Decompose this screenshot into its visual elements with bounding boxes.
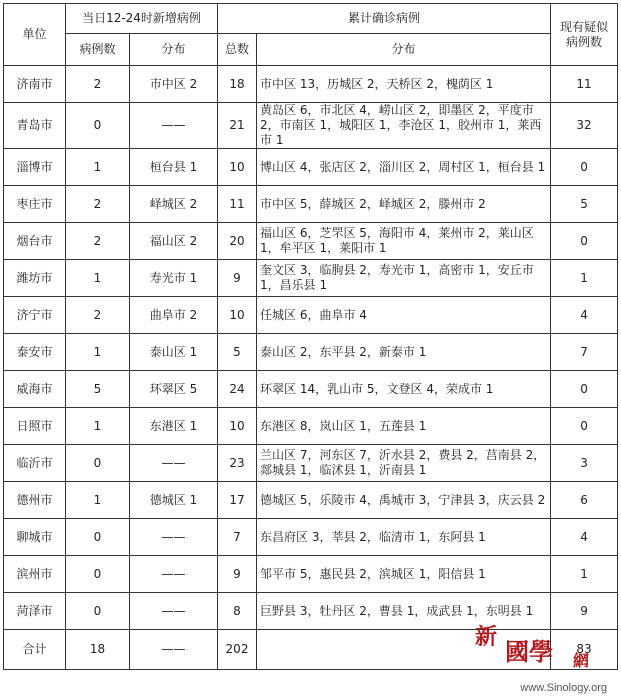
cell-unit: 烟台市: [4, 223, 66, 260]
case-statistics-table: [3, 3, 618, 670]
cell-suspect: 6: [551, 482, 618, 519]
total-row: [4, 630, 618, 670]
cell-suspect: 4: [551, 297, 618, 334]
cell-unit: 日照市: [4, 408, 66, 445]
cell-unit: 青岛市: [4, 103, 66, 149]
cell-cumulative-distribution: 泰山区 2，东平县 2，新泰市 1: [257, 334, 551, 371]
header-cumulative-group: 累计确诊病例: [218, 4, 551, 34]
cell-unit: 菏泽市: [4, 593, 66, 630]
table-row: [4, 371, 618, 408]
cell-new-count: 0: [66, 556, 130, 593]
cell-unit: 泰安市: [4, 334, 66, 371]
table-row: [4, 445, 618, 482]
cell-new-distribution: ——: [130, 556, 218, 593]
cell-new-distribution: ——: [130, 630, 218, 670]
cell-suspect: 0: [551, 223, 618, 260]
cell-cumulative-distribution: 博山区 4，张店区 2，淄川区 2，周村区 1，桓台县 1: [257, 149, 551, 186]
header-new-distribution: 分布: [130, 34, 218, 66]
cell-new-count: 0: [66, 103, 130, 149]
cell-total: 202: [218, 630, 257, 670]
cell-total: 17: [218, 482, 257, 519]
cell-new-distribution: 桓台县 1: [130, 149, 218, 186]
cell-unit: 滨州市: [4, 556, 66, 593]
watermark-char-1: 新: [475, 624, 498, 650]
cell-total: 24: [218, 371, 257, 408]
cell-cumulative-distribution: 邹平市 5，惠民县 2，滨城区 1，阳信县 1: [257, 556, 551, 593]
cell-cumulative-distribution: 环翠区 14，乳山市 5，文登区 4，荣成市 1: [257, 371, 551, 408]
cell-new-count: 0: [66, 593, 130, 630]
cell-unit: 济宁市: [4, 297, 66, 334]
cell-unit: 枣庄市: [4, 186, 66, 223]
table-row: [4, 66, 618, 103]
cell-new-distribution: 泰山区 1: [130, 334, 218, 371]
cell-cumulative-distribution: [257, 630, 551, 670]
header-cumulative-distribution: 分布: [257, 34, 551, 66]
cell-new-count: 2: [66, 66, 130, 103]
cell-new-count: 5: [66, 371, 130, 408]
cell-suspect: 4: [551, 519, 618, 556]
cell-unit: 威海市: [4, 371, 66, 408]
header-unit: 单位: [4, 4, 66, 66]
cell-unit: 合计: [4, 630, 66, 670]
cell-suspect: 5: [551, 186, 618, 223]
cell-suspect: 0: [551, 371, 618, 408]
cell-cumulative-distribution: 巨野县 3，牡丹区 2，曹县 1，成武县 1，东明县 1: [257, 593, 551, 630]
table-row: [4, 482, 618, 519]
cell-new-count: 1: [66, 334, 130, 371]
cell-total: 9: [218, 556, 257, 593]
cell-total: 10: [218, 408, 257, 445]
header-new-cases-group: 当日12-24时新增病例: [66, 4, 218, 34]
cell-new-distribution: 市中区 2: [130, 66, 218, 103]
header-new-count: 病例数: [66, 34, 130, 66]
cell-cumulative-distribution: 奎文区 3，临朐县 2，寿光市 1，高密市 1，安丘市 1，昌乐县 1: [257, 260, 551, 297]
cell-new-distribution: 福山区 2: [130, 223, 218, 260]
table-row: [4, 297, 618, 334]
table-row: [4, 103, 618, 149]
cell-unit: 聊城市: [4, 519, 66, 556]
cell-new-distribution: 曲阜市 2: [130, 297, 218, 334]
cell-suspect: 1: [551, 260, 618, 297]
cell-cumulative-distribution: 德城区 5，乐陵市 4，禹城市 3，宁津县 3，庆云县 2: [257, 482, 551, 519]
cell-new-count: 2: [66, 223, 130, 260]
cell-total: 20: [218, 223, 257, 260]
cell-suspect: 32: [551, 103, 618, 149]
cell-total: 21: [218, 103, 257, 149]
cell-new-distribution: ——: [130, 445, 218, 482]
cell-cumulative-distribution: 东昌府区 3，莘县 2，临清市 1，东阿县 1: [257, 519, 551, 556]
table-row: [4, 556, 618, 593]
cell-suspect: 11: [551, 66, 618, 103]
cell-new-count: 1: [66, 408, 130, 445]
cell-new-distribution: ——: [130, 103, 218, 149]
cell-total: 7: [218, 519, 257, 556]
cell-suspect: 3: [551, 445, 618, 482]
cell-total: 8: [218, 593, 257, 630]
table-row: [4, 593, 618, 630]
table-row: [4, 519, 618, 556]
table-row: [4, 334, 618, 371]
cell-unit: 临沂市: [4, 445, 66, 482]
cell-unit: 潍坊市: [4, 260, 66, 297]
cell-total: 9: [218, 260, 257, 297]
header-row-sub: [4, 34, 618, 66]
table-row: [4, 408, 618, 445]
cell-new-count: 18: [66, 630, 130, 670]
cell-unit: 德州市: [4, 482, 66, 519]
header-row-top: [4, 4, 618, 34]
cell-new-count: 0: [66, 445, 130, 482]
cell-total: 10: [218, 149, 257, 186]
watermark-char-3: 網: [573, 651, 590, 670]
cell-suspect: 1: [551, 556, 618, 593]
cell-suspect: 83: [551, 630, 618, 670]
cell-new-distribution: ——: [130, 519, 218, 556]
cell-unit: 淄博市: [4, 149, 66, 186]
cell-new-count: 1: [66, 260, 130, 297]
cell-new-distribution: 东港区 1: [130, 408, 218, 445]
cell-new-distribution: 峄城区 2: [130, 186, 218, 223]
cell-new-distribution: ——: [130, 593, 218, 630]
cell-new-count: 2: [66, 297, 130, 334]
cell-suspect: 7: [551, 334, 618, 371]
cell-total: 11: [218, 186, 257, 223]
cell-total: 10: [218, 297, 257, 334]
cell-cumulative-distribution: 市中区 13，历城区 2，天桥区 2，槐荫区 1: [257, 66, 551, 103]
cell-new-distribution: 环翠区 5: [130, 371, 218, 408]
cell-cumulative-distribution: 东港区 8，岚山区 1，五莲县 1: [257, 408, 551, 445]
header-suspect-line2: 病例数: [566, 34, 603, 49]
cell-suspect: 9: [551, 593, 618, 630]
cell-new-count: 1: [66, 149, 130, 186]
cell-total: 18: [218, 66, 257, 103]
cell-cumulative-distribution: 市中区 5，薛城区 2，峄城区 2，滕州市 2: [257, 186, 551, 223]
cell-total: 23: [218, 445, 257, 482]
cell-suspect: 0: [551, 149, 618, 186]
watermark-url: www.Sinology.org: [520, 682, 607, 694]
cell-total: 5: [218, 334, 257, 371]
cell-cumulative-distribution: 兰山区 7，河东区 7，沂水县 2，费县 2，莒南县 2，郯城县 1，临沭县 1，沂南县 1: [257, 445, 551, 482]
cell-new-distribution: 寿光市 1: [130, 260, 218, 297]
table-row: [4, 223, 618, 260]
cell-new-count: 1: [66, 482, 130, 519]
cell-cumulative-distribution: 福山区 6，芝罘区 5，海阳市 4，莱州市 2，莱山区 1，牟平区 1，莱阳市 1: [257, 223, 551, 260]
watermark-char-2: 國學: [505, 637, 553, 666]
cell-cumulative-distribution: 任城区 6，曲阜市 4: [257, 297, 551, 334]
table-row: [4, 186, 618, 223]
cell-new-count: 2: [66, 186, 130, 223]
table-row: [4, 149, 618, 186]
header-suspect-line1: 现有疑似: [560, 19, 609, 34]
cell-new-count: 0: [66, 519, 130, 556]
header-suspect: [551, 4, 618, 66]
cell-suspect: 0: [551, 408, 618, 445]
cell-new-distribution: 德城区 1: [130, 482, 218, 519]
table-row: [4, 260, 618, 297]
header-cumulative-total: 总数: [218, 34, 257, 66]
cell-unit: 济南市: [4, 66, 66, 103]
cell-cumulative-distribution: 黄岛区 6，市北区 4，崂山区 2，即墨区 2，平度市 2，市南区 1，城阳区 1，李沧区 1，胶州市 1，莱西市 1: [257, 103, 551, 149]
